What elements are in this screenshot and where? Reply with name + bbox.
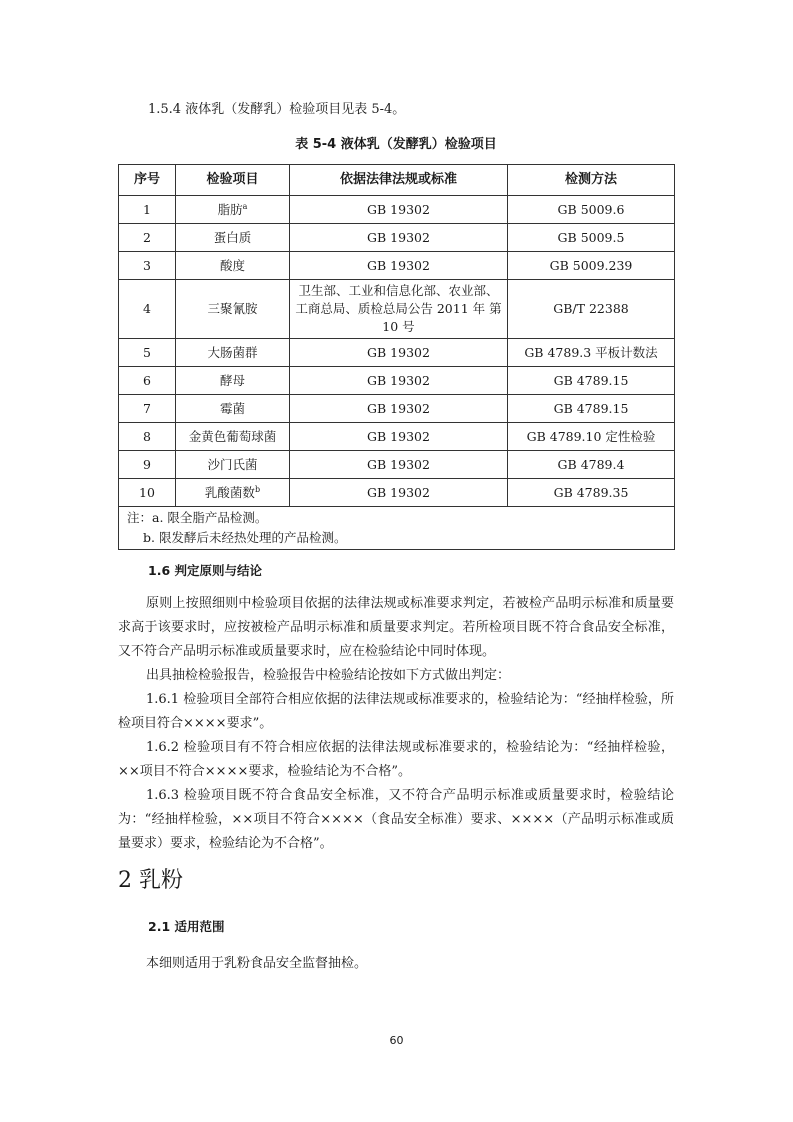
cell-method: GB 4789.35 [508, 479, 675, 507]
paragraph-report-intro: 出具抽检检验报告，检验报告中检验结论按如下方式做出判定： [146, 668, 511, 683]
table-row [119, 224, 675, 252]
cell-no: 2 [119, 224, 176, 252]
cell-method: GB 4789.15 [508, 395, 675, 423]
item-label: 脂肪 [217, 201, 243, 217]
footnote-marker: a [242, 201, 248, 211]
cell-no: 7 [119, 395, 176, 423]
page-number: 60 [389, 1034, 404, 1047]
table-note-row [119, 507, 675, 550]
table-header-row [119, 165, 675, 196]
table-row [119, 367, 675, 395]
cell-item: 酵母 [176, 367, 290, 395]
table-row [119, 479, 675, 507]
intro-line: 1.5.4 液体乳（发酵乳）检验项目见表 5-4。 [148, 102, 406, 117]
cell-item [176, 196, 290, 224]
inspection-items-table [118, 164, 675, 550]
note-line-a: 注：a. 限全脂产品检测。 [127, 510, 268, 525]
table-row [119, 252, 675, 280]
cell-basis: GB 19302 [290, 395, 508, 423]
cell-basis: GB 19302 [290, 252, 508, 280]
cell-method: GB 4789.4 [508, 451, 675, 479]
note-line-b: b. 限发酵后未经热处理的产品检测。 [143, 530, 347, 545]
table-row [119, 451, 675, 479]
cell-item: 酸度 [176, 252, 290, 280]
cell-item: 蛋白质 [176, 224, 290, 252]
item-label: 乳酸菌数 [204, 484, 255, 500]
cell-no: 8 [119, 423, 176, 451]
cell-item [176, 479, 290, 507]
table-row [119, 423, 675, 451]
header-no: 序号 [119, 165, 176, 196]
table-row [119, 339, 675, 367]
table-row [119, 196, 675, 224]
cell-item: 三聚氰胺 [176, 280, 290, 339]
cell-method: GB 5009.239 [508, 252, 675, 280]
paragraph-1-6-3: 1.6.3 检验项目既不符合食品安全标准，又不符合产品明示标准或质量要求时，检验结论为：“经抽样检验，××项目不符合××××（食品安全标准）要求、××××（产品明示标准或质量要求）要求，检验结论为不合格”。 [118, 788, 674, 851]
cell-no: 1 [119, 196, 176, 224]
cell-method: GB 5009.5 [508, 224, 675, 252]
cell-basis: GB 19302 [290, 479, 508, 507]
cell-method: GB 4789.3 平板计数法 [508, 339, 675, 367]
cell-item: 金黄色葡萄球菌 [176, 423, 290, 451]
cell-method: GB 4789.15 [508, 367, 675, 395]
table-row [119, 395, 675, 423]
table-caption: 表 5-4 液体乳（发酵乳）检验项目 [295, 137, 497, 152]
header-method: 检测方法 [508, 165, 675, 196]
cell-method: GB/T 22388 [508, 280, 675, 339]
chapter-heading-2: 2 乳粉 [118, 868, 183, 893]
cell-no: 10 [119, 479, 176, 507]
cell-no: 4 [119, 280, 176, 339]
cell-method: GB 5009.6 [508, 196, 675, 224]
paragraph-judgement-principle: 原则上按照细则中检验项目依据的法律法规或标准要求判定，若被检产品明示标准和质量要求高于该要求时，应按被检产品明示标准和质量要求判定。若所检项目既不符合食品安全标准，又不符合产品明示标准或质量要求时，应在检验结论中同时体现。 [118, 596, 674, 659]
cell-basis: GB 19302 [290, 423, 508, 451]
paragraph-1-6-2: 1.6.2 检验项目有不符合相应依据的法律法规或标准要求的，检验结论为：“经抽样检验，××项目不符合××××要求，检验结论为不合格”。 [118, 740, 674, 779]
cell-item: 霉菌 [176, 395, 290, 423]
cell-no: 5 [119, 339, 176, 367]
cell-no: 3 [119, 252, 176, 280]
cell-basis: GB 19302 [290, 196, 508, 224]
cell-basis: GB 19302 [290, 367, 508, 395]
cell-method: GB 4789.10 定性检验 [508, 423, 675, 451]
cell-basis: GB 19302 [290, 339, 508, 367]
section-heading-1-6: 1.6 判定原则与结论 [148, 563, 262, 578]
table-note [119, 507, 675, 550]
cell-basis: GB 19302 [290, 224, 508, 252]
paragraph-1-6-1: 1.6.1 检验项目全部符合相应依据的法律法规或标准要求的，检验结论为：“经抽样检验，所检项目符合××××要求”。 [118, 692, 674, 731]
section-heading-2-1: 2.1 适用范围 [148, 919, 225, 934]
cell-item: 沙门氏菌 [176, 451, 290, 479]
cell-no: 6 [119, 367, 176, 395]
header-basis: 依据法律法规或标准 [290, 165, 508, 196]
table-row [119, 280, 675, 339]
cell-no: 9 [119, 451, 176, 479]
paragraph-scope: 本细则适用于乳粉食品安全监督抽检。 [146, 956, 368, 971]
cell-item: 大肠菌群 [176, 339, 290, 367]
footnote-marker: b [254, 484, 261, 494]
cell-basis: GB 19302 [290, 451, 508, 479]
cell-basis: 卫生部、工业和信息化部、农业部、工商总局、质检总局公告 2011 年 第 10 号 [290, 280, 508, 339]
header-item: 检验项目 [176, 165, 290, 196]
